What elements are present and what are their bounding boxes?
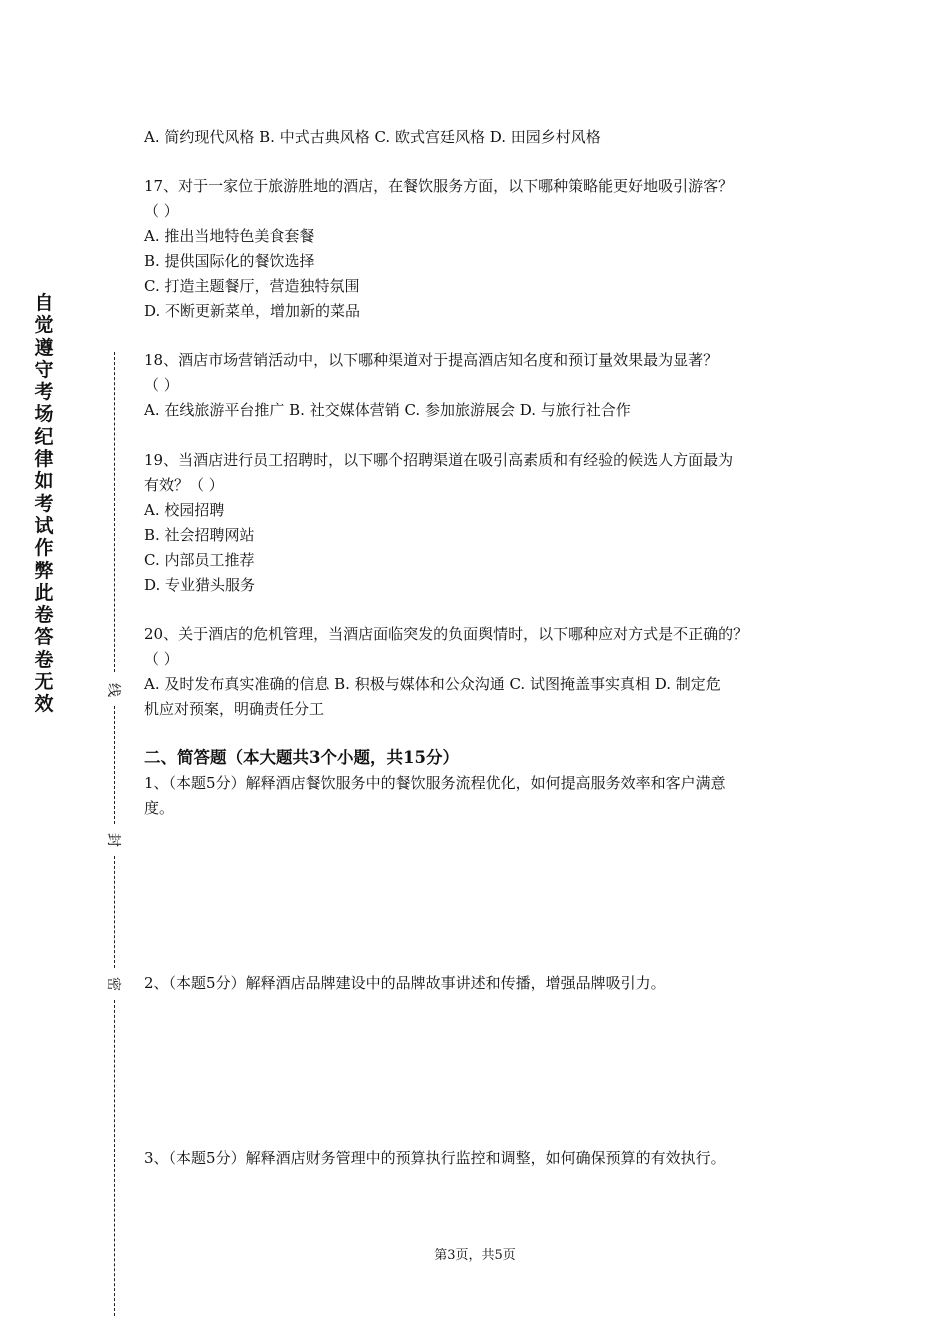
q19-option-c: C. 内部员工推荐 [144,551,255,569]
q17-option-d: D. 不断更新菜单，增加新的菜品 [144,302,361,320]
q18-blank: （ ） [144,376,179,394]
binding-mark-line: 线 [105,683,121,697]
q19-stem-line1: 19、当酒店进行员工招聘时，以下哪个招聘渠道在吸引高素质和有经验的候选人方面最为 [144,451,734,469]
margin-notice: 自觉遵守考场纪律如考试作弊此卷答卷无效 [34,292,54,716]
q18-options: A. 在线旅游平台推广 B. 社交媒体营销 C. 参加旅游展会 D. 与旅行社合作 [144,401,631,419]
binding-mark-close: 密 [105,977,121,991]
q19-option-a: A. 校园招聘 [144,501,225,519]
q17-option-a: A. 推出当地特色美食套餐 [144,227,315,245]
q20-options-line1: A. 及时发布真实准确的信息 B. 积极与媒体和公众沟通 C. 试图掩盖事实真相 D. 制定危 [144,675,721,693]
q19-stem-line2: 有效？（ ） [144,476,224,494]
q20-stem: 20、关于酒店的危机管理，当酒店面临突发的负面舆情时，以下哪种应对方式是不正确的？ [144,625,749,643]
page-footer: 第3页，共5页 [434,1248,516,1263]
section-2-heading: 二、简答题（本大题共3个小题，共15分） [144,748,459,767]
q20-options-line2: 机应对预案，明确责任分工 [144,700,325,718]
q17-blank: （ ） [144,202,179,220]
q20-blank: （ ） [144,650,179,668]
binding-mark-seal: 封 [105,833,121,847]
binding-line-seg-3 [114,856,115,968]
q16-options: A. 简约现代风格 B. 中式古典风格 C. 欧式宫廷风格 D. 田园乡村风格 [144,128,601,146]
q19-option-d: D. 专业猎头服务 [144,576,256,594]
sq2: 2、（本题5分）解释酒店品牌建设中的品牌故事讲述和传播，增强品牌吸引力。 [144,974,666,992]
binding-line-seg-4 [114,1000,115,1316]
sq3: 3、（本题5分）解释酒店财务管理中的预算执行监控和调整，如何确保预算的有效执行。 [144,1149,726,1167]
binding-line-seg-2 [114,706,115,824]
binding-line-seg-1 [114,352,115,672]
sq1-line2: 度。 [144,799,175,817]
q17-stem: 17、对于一家位于旅游胜地的酒店，在餐饮服务方面，以下哪种策略能更好地吸引游客？ [144,177,734,195]
q18-stem: 18、酒店市场营销活动中，以下哪种渠道对于提高酒店知名度和预订量效果最为显著？ [144,351,719,369]
q17-option-b: B. 提供国际化的餐饮选择 [144,252,315,270]
sq1-line1: 1、（本题5分）解释酒店餐饮服务中的餐饮服务流程优化，如何提高服务效率和客户满意 [144,774,726,792]
q19-option-b: B. 社会招聘网站 [144,526,255,544]
q17-option-c: C. 打造主题餐厅，营造独特氛围 [144,277,360,295]
